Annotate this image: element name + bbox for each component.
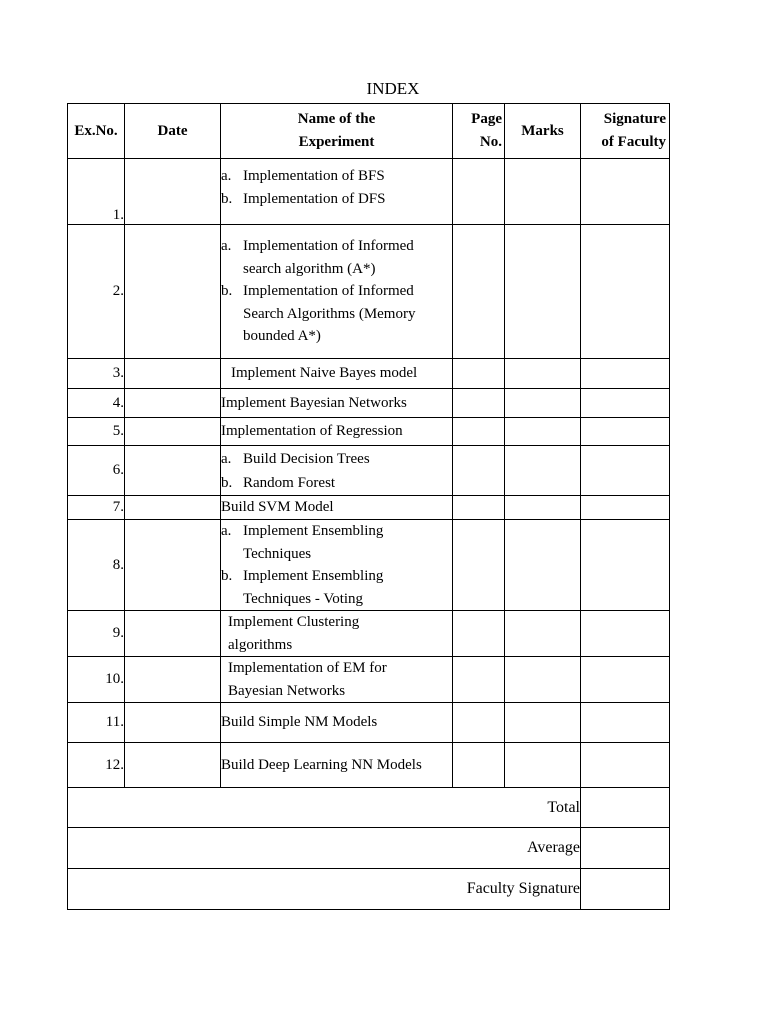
faculty-signature-label: Faculty Signature	[68, 869, 581, 910]
signature-cell	[581, 743, 670, 788]
item-text: Implementation of BFS	[243, 168, 385, 184]
average-row	[68, 828, 670, 869]
header-page-line1: Page	[471, 111, 502, 127]
item-text: Random Forest	[243, 474, 336, 491]
date-cell	[125, 359, 221, 389]
signature-cell	[581, 418, 670, 446]
signature-cell	[581, 657, 670, 703]
signature-cell	[581, 520, 670, 611]
page-cell	[453, 611, 505, 657]
signature-cell	[581, 703, 670, 743]
header-page	[453, 104, 505, 159]
item-text: Implementation of Informed Search Algorithms (Memory bounded A*)	[243, 283, 416, 345]
faculty-signature-cell	[581, 869, 670, 910]
item-text: Build Decision Trees	[243, 450, 370, 467]
date-cell	[125, 611, 221, 657]
marks-cell	[505, 389, 581, 418]
page-title: INDEX	[366, 79, 420, 98]
row-number: 4.	[68, 389, 125, 418]
experiment-name	[221, 520, 453, 611]
header-name	[221, 104, 453, 159]
table-row	[68, 743, 670, 788]
average-value-cell	[581, 828, 670, 869]
date-cell	[125, 446, 221, 496]
table-row	[68, 359, 670, 389]
header-date: Date	[125, 104, 221, 159]
header-row	[68, 104, 670, 159]
table-row	[68, 611, 670, 657]
item-label: b.	[221, 190, 233, 207]
experiment-name: Implement Bayesian Networks	[221, 389, 453, 418]
row-number: 1.	[68, 159, 125, 225]
page-cell	[453, 418, 505, 446]
experiment-name: Build Simple NM Models	[221, 703, 453, 743]
table-row	[68, 703, 670, 743]
marks-cell	[505, 496, 581, 520]
page-cell	[453, 225, 505, 359]
experiment-name: Build SVM Model	[221, 496, 453, 520]
date-cell	[125, 225, 221, 359]
header-page-line2: No.	[479, 134, 502, 150]
marks-cell	[505, 520, 581, 611]
marks-cell	[505, 657, 581, 703]
table-row	[68, 389, 670, 418]
marks-cell	[505, 359, 581, 389]
item-text: Implement Ensembling Techniques - Voting	[243, 568, 384, 607]
date-cell	[125, 389, 221, 418]
table-row	[68, 225, 670, 359]
signature-cell	[581, 446, 670, 496]
marks-cell	[505, 446, 581, 496]
header-exno: Ex.No.	[68, 104, 125, 159]
header-signature-line1: Signature	[603, 111, 666, 127]
experiment-name: Implementation of EM for Bayesian Networks	[221, 657, 453, 703]
item-text: Implementation of DFS	[243, 190, 386, 207]
page-cell	[453, 743, 505, 788]
date-cell	[125, 496, 221, 520]
total-row	[68, 788, 670, 828]
row-number: 2.	[68, 225, 125, 359]
item-label: b.	[221, 474, 233, 491]
item-label: b.	[221, 283, 233, 300]
page-cell	[453, 496, 505, 520]
header-marks: Marks	[505, 104, 581, 159]
page-cell	[453, 159, 505, 225]
date-cell	[125, 520, 221, 611]
signature-cell	[581, 496, 670, 520]
experiment-name: Implement Clustering algorithms	[221, 611, 453, 657]
experiment-name	[221, 159, 453, 225]
date-cell	[125, 657, 221, 703]
total-label: Total	[68, 788, 581, 828]
page-cell	[453, 703, 505, 743]
average-label: Average	[68, 828, 581, 869]
date-cell	[125, 418, 221, 446]
marks-cell	[505, 743, 581, 788]
item-label: b.	[221, 568, 233, 584]
item-label: a.	[221, 168, 232, 184]
page-cell	[453, 520, 505, 611]
experiment-name: Implement Naive Bayes model	[221, 359, 453, 389]
page-cell	[453, 389, 505, 418]
page-cell	[453, 446, 505, 496]
table-row	[68, 159, 670, 225]
table-row	[68, 520, 670, 611]
experiment-name: Implementation of Regression	[221, 418, 453, 446]
table-row	[68, 418, 670, 446]
row-number: 7.	[68, 496, 125, 520]
row-number: 12.	[68, 743, 125, 788]
header-signature	[581, 104, 670, 159]
page-cell	[453, 657, 505, 703]
date-cell	[125, 703, 221, 743]
total-value-cell	[581, 788, 670, 828]
row-number: 6.	[68, 446, 125, 496]
item-label: a.	[221, 238, 232, 255]
signature-cell	[581, 389, 670, 418]
marks-cell	[505, 225, 581, 359]
header-name-line1: Name of the	[297, 111, 376, 127]
date-cell	[125, 743, 221, 788]
marks-cell	[505, 418, 581, 446]
page-cell	[453, 359, 505, 389]
row-number: 11.	[68, 703, 125, 743]
table-row	[68, 446, 670, 496]
row-number: 10.	[68, 657, 125, 703]
signature-cell	[581, 611, 670, 657]
header-signature-line2: of Faculty	[601, 134, 666, 150]
signature-cell	[581, 225, 670, 359]
row-number: 9.	[68, 611, 125, 657]
item-text: Implement Ensembling Techniques	[243, 523, 384, 562]
experiment-name	[221, 225, 453, 359]
marks-cell	[505, 159, 581, 225]
index-table	[67, 103, 670, 910]
row-number: 8.	[68, 520, 125, 611]
header-name-line2: Experiment	[298, 134, 375, 150]
signature-cell	[581, 159, 670, 225]
item-label: a.	[221, 450, 232, 467]
table-row	[68, 657, 670, 703]
table-row	[68, 496, 670, 520]
row-number: 3.	[68, 359, 125, 389]
row-number: 5.	[68, 418, 125, 446]
date-cell	[125, 159, 221, 225]
item-text: Implementation of Informed search algorithm (A*)	[243, 238, 414, 277]
marks-cell	[505, 611, 581, 657]
marks-cell	[505, 703, 581, 743]
signature-cell	[581, 359, 670, 389]
experiment-name	[221, 446, 453, 496]
item-label: a.	[221, 523, 232, 539]
experiment-name: Build Deep Learning NN Models	[221, 743, 453, 788]
faculty-signature-row	[68, 869, 670, 910]
